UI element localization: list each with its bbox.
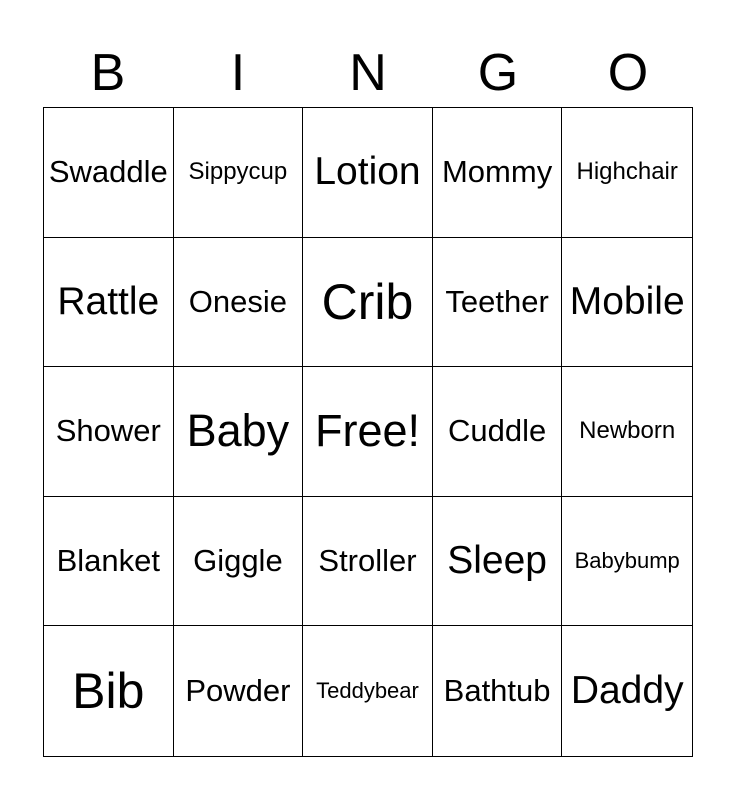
bingo-cell: Powder xyxy=(174,626,304,756)
bingo-cell: Highchair xyxy=(562,108,692,238)
header-letter-o: O xyxy=(607,44,649,102)
free-space-cell: Free! xyxy=(303,367,433,497)
bingo-cell: Lotion xyxy=(303,108,433,238)
bingo-cell: Teether xyxy=(433,238,563,368)
bingo-cell: Shower xyxy=(44,367,174,497)
bingo-cell: Sleep xyxy=(433,497,563,627)
bingo-cell: Sippycup xyxy=(174,108,304,238)
bingo-cell: Mobile xyxy=(562,238,692,368)
bingo-cell: Cuddle xyxy=(433,367,563,497)
bingo-cell: Newborn xyxy=(562,367,692,497)
header-letter-i: I xyxy=(230,44,246,102)
bingo-cell: Crib xyxy=(303,238,433,368)
bingo-cell: Teddybear xyxy=(303,626,433,756)
bingo-cell: Swaddle xyxy=(44,108,174,238)
bingo-cell: Babybump xyxy=(562,497,692,627)
bingo-cell: Mommy xyxy=(433,108,563,238)
bingo-cell: Blanket xyxy=(44,497,174,627)
header-letter-b: B xyxy=(90,44,126,102)
header-letter-n: N xyxy=(349,44,387,102)
bingo-cell: Bib xyxy=(44,626,174,756)
bingo-cell: Daddy xyxy=(570,669,684,713)
bingo-cell: Giggle xyxy=(174,497,304,627)
bingo-cell: Rattle xyxy=(44,238,174,368)
bingo-header xyxy=(43,38,693,108)
bingo-cell: Bathtub xyxy=(433,626,563,756)
bingo-cell: Stroller xyxy=(303,497,433,627)
header-letter-g: G xyxy=(477,44,519,102)
bingo-cell: Onesie xyxy=(174,238,304,368)
bingo-board xyxy=(43,107,693,757)
bingo-cell: Baby xyxy=(174,367,304,497)
